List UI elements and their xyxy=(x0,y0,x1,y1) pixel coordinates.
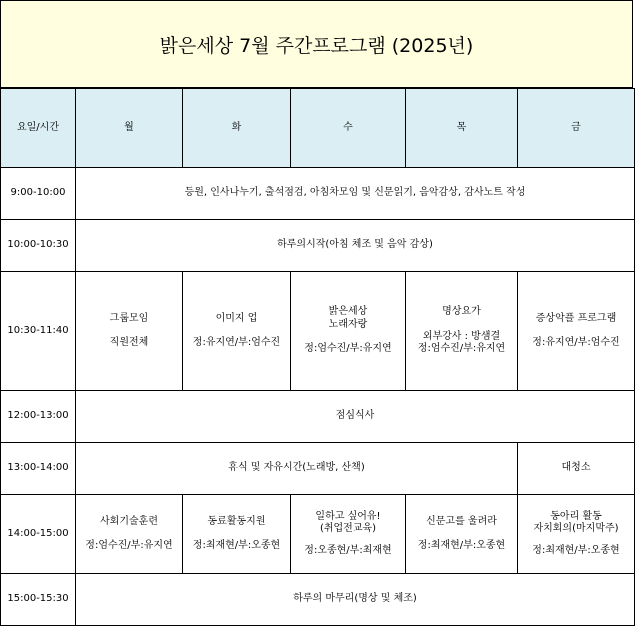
time-cell: 13:00-14:00 xyxy=(1,443,76,495)
schedule-table xyxy=(0,88,635,626)
page-title: 밝은세상 7월 주간프로그램 (2025년) xyxy=(159,34,474,57)
program-staff: 정:엄수진/부:유지연 xyxy=(85,540,173,551)
activity-cell: 휴식 및 자유시간(노래방, 산책) xyxy=(76,443,518,495)
program-staff: 정:유지연/부:엄수진 xyxy=(192,337,281,348)
program-name: 일하고 싶어유! xyxy=(315,510,381,522)
program-staff: 정:오종현/부:최재현 xyxy=(304,544,392,556)
header-row xyxy=(1,89,635,168)
activity-cell: 하루의 마무리(명상 및 체조) xyxy=(76,574,635,626)
activity-cell-mon xyxy=(76,272,183,391)
activity-cell-fri: 대청소 xyxy=(518,443,635,495)
header-time: 요일/시간 xyxy=(1,89,76,168)
program-name-line2: (취업전교육) xyxy=(319,523,377,535)
program-name: 사회기술훈련 xyxy=(100,515,158,527)
program-name-line2: 노래자랑 xyxy=(328,318,368,330)
program-staff: 정:최재현/부:오종현 xyxy=(417,540,506,551)
title-band xyxy=(0,0,633,88)
table-row xyxy=(1,272,635,391)
activity-cell-fri xyxy=(518,272,635,391)
program-name: 동료활동지원 xyxy=(207,515,266,527)
header-day-thu: 목 xyxy=(406,89,518,168)
activity-cell-mon xyxy=(76,495,183,574)
table-row xyxy=(1,391,635,443)
time-cell: 9:00-10:00 xyxy=(1,168,76,220)
program-staff: 직원전체 xyxy=(109,337,149,348)
program-name: 동아리 활동 xyxy=(550,510,602,522)
program-staff: 정:엄수진/부:유지연 xyxy=(304,343,392,355)
activity-cell-fri xyxy=(518,495,635,574)
table-row xyxy=(1,168,635,220)
program-name: 증상악플 프로그램 xyxy=(535,312,617,324)
activity-cell-wed xyxy=(291,495,406,574)
activity-cell: 점심식사 xyxy=(76,391,635,443)
program-name-line2: 자치회의(마지막주) xyxy=(533,523,619,535)
table-row xyxy=(1,443,635,495)
program-staff: 정:유지연/부:엄수진 xyxy=(532,337,620,348)
header-day-fri: 금 xyxy=(518,89,635,168)
table-row xyxy=(1,574,635,626)
program-name: 이미지 업 xyxy=(215,312,258,324)
time-cell: 12:00-13:00 xyxy=(1,391,76,443)
activity-cell: 등원, 인사나누기, 출석점검, 아침차모임 및 신문읽기, 음악감상, 감사노트 작성 xyxy=(76,168,635,220)
time-cell: 14:00-15:00 xyxy=(1,495,76,574)
table-row xyxy=(1,495,635,574)
header-day-wed: 수 xyxy=(291,89,406,168)
table-row xyxy=(1,220,635,272)
program-staff: 정:최재현/부:오종현 xyxy=(192,540,281,551)
activity-cell-tue xyxy=(183,272,291,391)
program-name: 신문고를 울려라 xyxy=(426,515,497,527)
program-name: 그룹모임 xyxy=(109,312,149,324)
activity-cell-tue xyxy=(183,495,291,574)
activity-cell-thu xyxy=(406,495,518,574)
activity-cell-wed xyxy=(291,272,406,391)
program-staff: 정:엄수진/부:유지연 xyxy=(417,343,506,355)
program-staff: 정:최재현/부:오종현 xyxy=(532,544,620,556)
time-cell: 10:00-10:30 xyxy=(1,220,76,272)
time-cell: 15:00-15:30 xyxy=(1,574,76,626)
time-cell: 10:30-11:40 xyxy=(1,272,76,391)
header-day-mon: 월 xyxy=(76,89,183,168)
program-instructor: 외부강사 : 방샘결 xyxy=(422,330,501,342)
activity-cell: 하루의시작(아침 체조 및 음악 감상) xyxy=(76,220,635,272)
program-name: 밝은세상 xyxy=(328,306,368,318)
program-name: 명상요가 xyxy=(442,306,481,318)
activity-cell-thu xyxy=(406,272,518,391)
header-day-tue: 화 xyxy=(183,89,291,168)
